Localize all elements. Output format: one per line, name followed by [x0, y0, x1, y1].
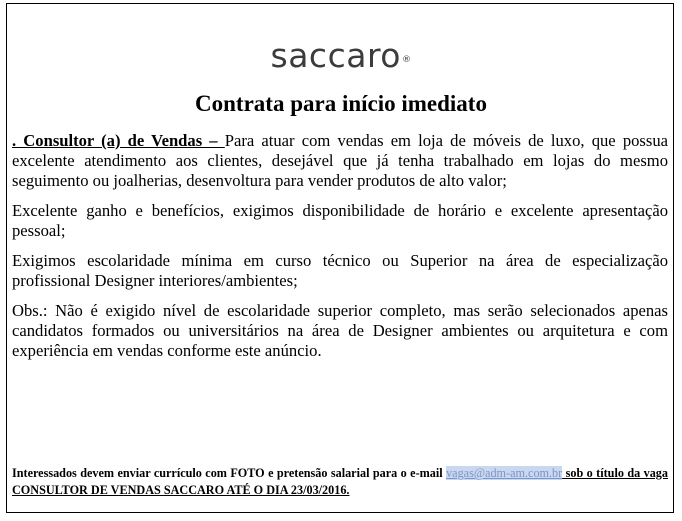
headline: Contrata para início imediato — [195, 91, 487, 116]
registered-mark: ® — [401, 55, 412, 65]
saccaro-logo — [0, 36, 682, 76]
benefits-paragraph: Excelente ganho e benefícios, exigimos disponibilidade de horário e excelente apresentação pessoal; — [12, 201, 668, 240]
application-instructions — [12, 465, 668, 499]
email-link[interactable]: vagas@adm-am.com.br — [446, 466, 563, 480]
footer-outro: sob o título da vaga CONSULTOR DE VENDAS SACCARO ATÉ O DIA 23/03/2016. — [12, 466, 668, 497]
logo-text: saccaro — [270, 36, 401, 75]
job-description: Para atuar com vendas em loja de móveis de luxo, que possua excelente atendimento aos clientes, desejável que já tenha trabalhado em lojas do mesmo seguimento ou joalherias, desenvoltura para vender produtos de alto valor; — [12, 131, 668, 190]
posting-body — [12, 131, 668, 371]
job-paragraph — [12, 131, 668, 191]
education-paragraph: Exigimos escolaridade mínima em curso técnico ou Superior na área de especialização profissional Designer interiores/ambientes; — [12, 251, 668, 290]
footer-intro: Interessados devem enviar currículo com FOTO e pretensão salarial para o e-mail — [12, 466, 447, 480]
job-role: . Consultor (a) de Vendas – — [12, 131, 225, 150]
note-paragraph: Obs.: Não é exigido nível de escolaridade superior completo, mas serão selecionados apenas candidatos formados ou universitários na área de Designer ambientes ou arquitetura e com experiência em vendas conforme este anúncio. — [12, 301, 668, 360]
